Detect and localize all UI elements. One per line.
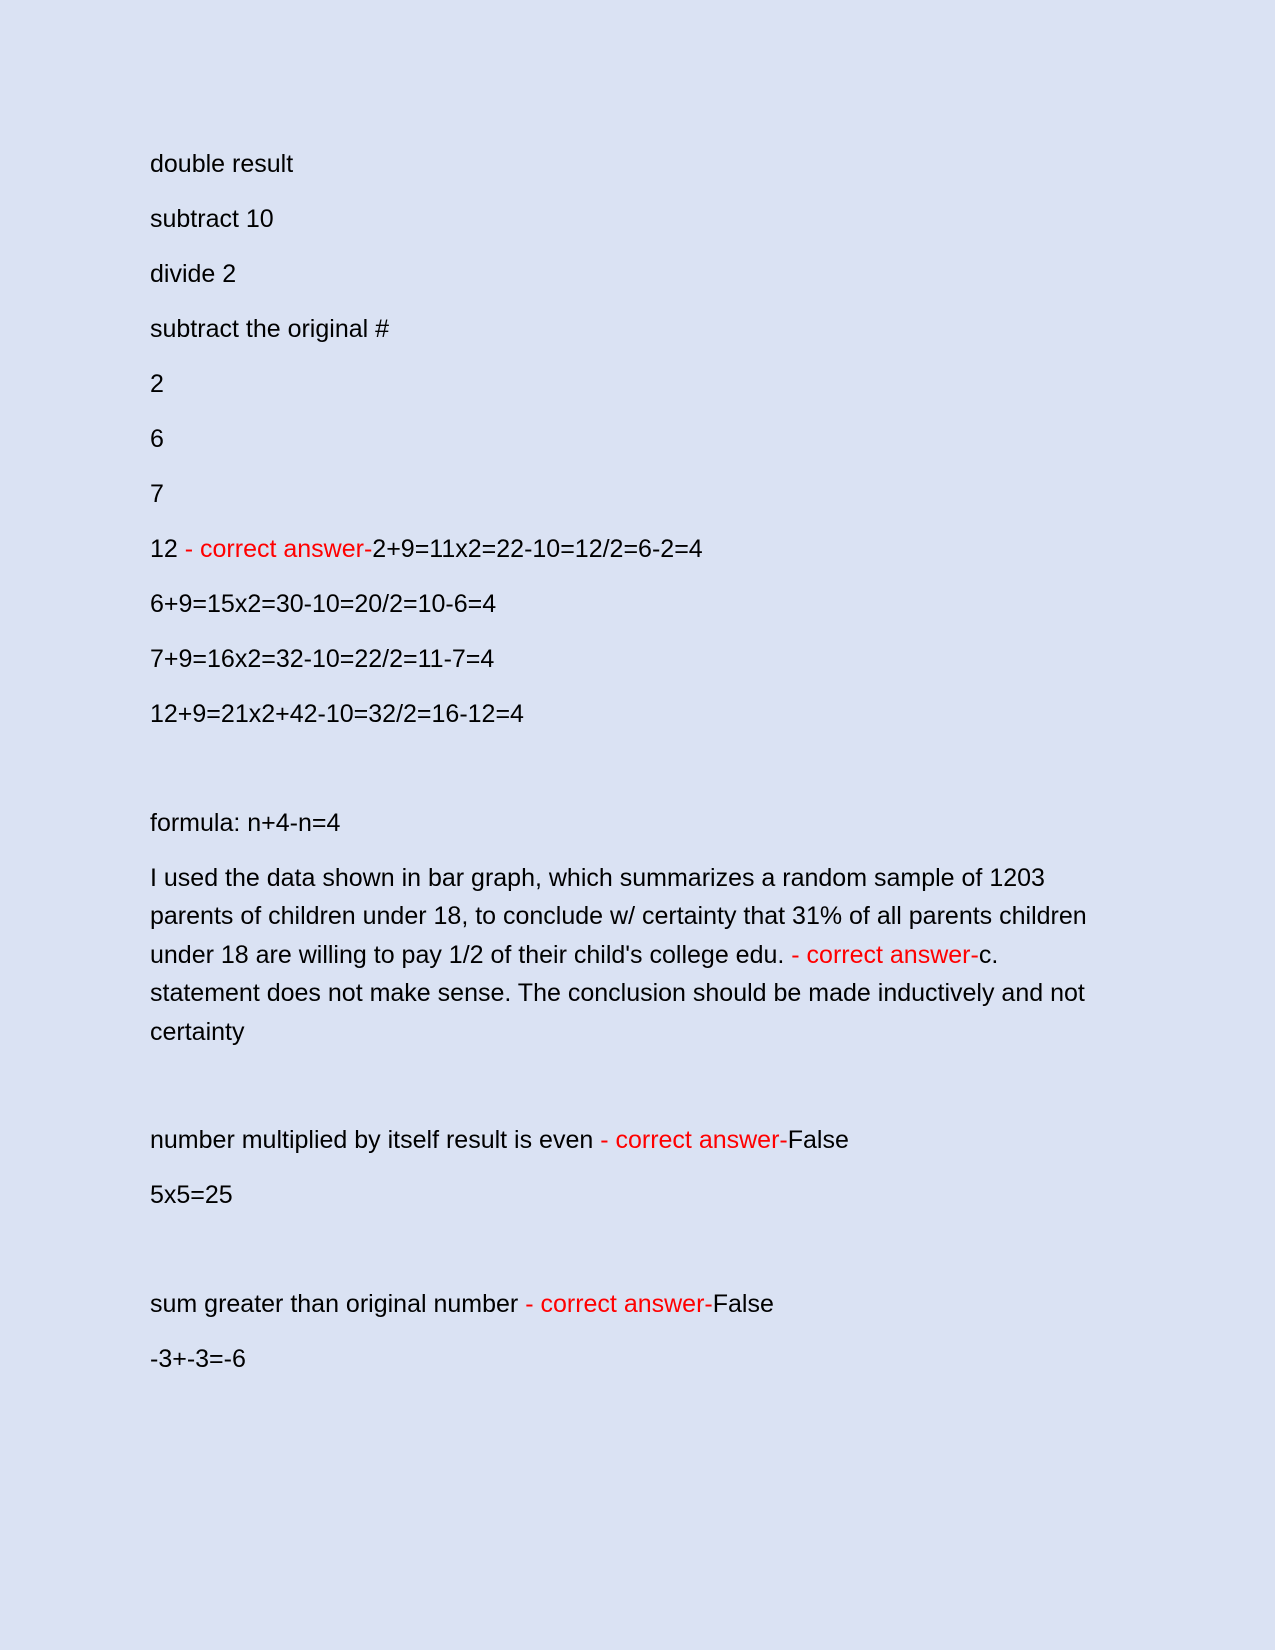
correct-answer-marker: - correct answer- [518, 1289, 713, 1318]
option-line: 7 [150, 480, 164, 508]
work-line: 6+9=15x2=30-10=20/2=10-6=4 [150, 590, 497, 618]
even-square-question [150, 1121, 1110, 1160]
answer-option: 12 [150, 535, 178, 563]
work-line: 7+9=16x2=32-10=22/2=11-7=4 [150, 645, 495, 673]
answer-text: False [712, 1289, 774, 1318]
option-line: 2 [150, 370, 164, 398]
answer-text: False [787, 1126, 849, 1154]
counterexample-line: 5x5=25 [150, 1181, 233, 1209]
answer-text: c. statement does not make sense. The conclusion should be made inductively and not certainty [150, 940, 1085, 1046]
correct-answer-marker: - correct answer- [177, 535, 373, 563]
answer-work: 2+9=11x2=22-10=12/2=6-2=4 [372, 535, 703, 563]
step-line: divide 2 [150, 260, 237, 288]
step-line: subtract the original # [150, 315, 390, 343]
correct-answer-marker: - correct answer- [784, 940, 979, 969]
question-text: sum greater than original number [150, 1289, 519, 1318]
step-line: subtract 10 [150, 205, 274, 233]
inductive-reasoning-question [150, 859, 1110, 1052]
work-line: 12+9=21x2+42-10=32/2=16-12=4 [150, 700, 524, 728]
formula-line: formula: n+4-n=4 [150, 808, 341, 837]
correct-answer-marker: - correct answer- [593, 1126, 788, 1154]
question-text: I used the data shown in bar graph, which summarizes a random sample of 1203 parents of children under 18, to conclude w/ certainty that 31% of all parents children under 18 are willing to pay 1/2 of their child's college edu. [150, 863, 1087, 969]
answer-line [150, 530, 1110, 569]
step-line: double result [150, 150, 294, 178]
counterexample-line: -3+-3=-6 [150, 1344, 246, 1373]
document-page [150, 145, 1110, 1395]
sum-greater-question [150, 1285, 1110, 1324]
question-text: number multiplied by itself result is even [150, 1126, 594, 1154]
option-line: 6 [150, 425, 164, 453]
